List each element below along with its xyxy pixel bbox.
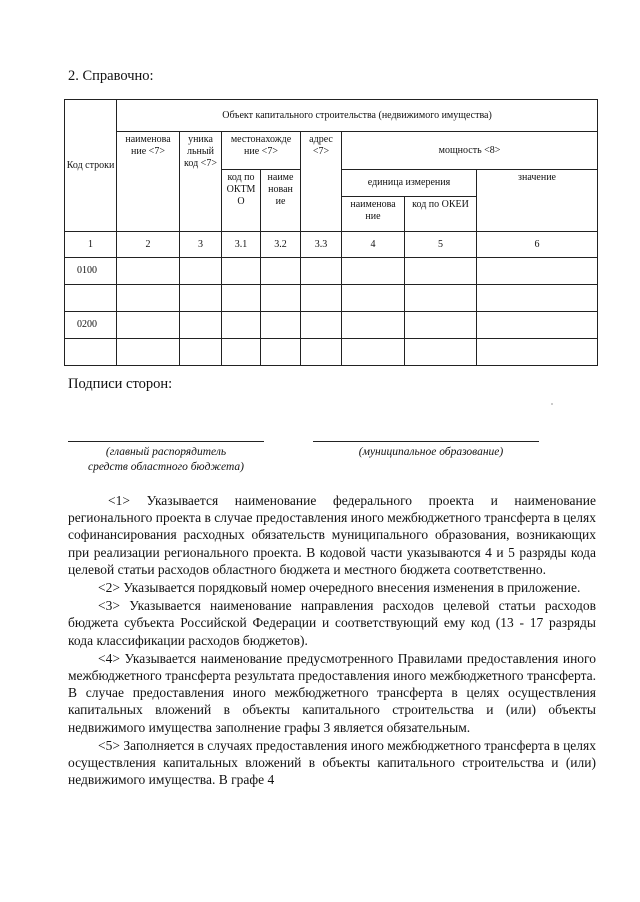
footnote-3: <3> Указывается наименование направления расходов целевой статьи расходов бюджета субъекта Российской Федерации и соответствующий ему код (13 - 17 разряды кода классификации расходов бюджетов).: [68, 598, 596, 648]
table-cell: [222, 312, 261, 339]
table-cell: [222, 258, 261, 285]
column-numbers-row: [65, 232, 598, 258]
left-caption-line-2: средств областного бюджета): [88, 461, 244, 473]
table-cell: [342, 258, 405, 285]
table-cell: [301, 258, 342, 285]
scan-speck: [551, 403, 553, 405]
table-cell: [405, 258, 477, 285]
table-cell: [301, 285, 342, 312]
header-location-name: наиме нован ие: [261, 170, 301, 232]
header-object: Объект капитального строительства (недвижимого имущества): [117, 100, 598, 132]
table-cell: [301, 339, 342, 366]
row-code: 0200: [65, 312, 117, 339]
table-cell: [342, 312, 405, 339]
capital-object-table: [64, 99, 598, 366]
col-number: 6: [477, 232, 598, 258]
header-row-code: Код строки: [65, 100, 117, 232]
header-address: адрес <7>: [301, 132, 342, 232]
section-heading: 2. Справочно:: [68, 68, 154, 84]
footnotes: [68, 492, 596, 789]
table-cell: [405, 312, 477, 339]
header-value: значение: [477, 170, 598, 232]
table-row: [65, 312, 598, 339]
signatures-title: Подписи сторон:: [68, 376, 173, 392]
header-name: наименова ние <7>: [117, 132, 180, 232]
table-cell: [477, 339, 598, 366]
right-caption-line: (муниципальное образование): [358, 446, 504, 458]
left-caption-line-1: (главный распорядитель: [105, 446, 227, 458]
table-row: [65, 258, 598, 285]
table-cell: [261, 258, 301, 285]
col-number: 3.3: [301, 232, 342, 258]
col-number: 3.1: [222, 232, 261, 258]
table-cell: [477, 312, 598, 339]
table-cell: [222, 339, 261, 366]
table-cell: [117, 312, 180, 339]
header-location: местонахожде ние <7>: [222, 132, 301, 170]
table-cell: [222, 285, 261, 312]
table-cell: [117, 285, 180, 312]
col-number: 3: [180, 232, 222, 258]
header-unit: единица измерения: [342, 170, 477, 197]
left-signature-caption: [60, 445, 272, 475]
table-cell: [301, 312, 342, 339]
table-cell: [477, 285, 598, 312]
header-unit-name: наименова ние: [342, 197, 405, 232]
table-cell: [261, 285, 301, 312]
table-cell: [477, 258, 598, 285]
col-number: 1: [65, 232, 117, 258]
right-signature-caption: [318, 445, 544, 460]
table-cell: [342, 339, 405, 366]
table-cell: [180, 285, 222, 312]
row-code: [65, 285, 117, 312]
col-number: 3.2: [261, 232, 301, 258]
header-oktmo: код по ОКТМ О: [222, 170, 261, 232]
table-cell: [261, 339, 301, 366]
footnote-5: <5> Заполняется в случаях предоставления иного межбюджетного трансферта в целях осуществления капитальных вложений в объекты капитального строительства и (или) недвижимого имущества. В графе 4: [68, 737, 596, 788]
header-capacity: мощность <8>: [342, 132, 598, 170]
right-signature-line: [313, 441, 539, 442]
col-number: 5: [405, 232, 477, 258]
table-cell: [405, 285, 477, 312]
header-okei: код по ОКЕИ: [405, 197, 477, 232]
table-cell: [180, 339, 222, 366]
table-cell: [405, 339, 477, 366]
table-cell: [180, 312, 222, 339]
table-cell: [117, 339, 180, 366]
table-row: [65, 285, 598, 312]
table-row: [65, 339, 598, 366]
header-unique-code: уника льный код <7>: [180, 132, 222, 232]
footnote-1: <1> Указывается наименование федерального проекта и наименование регионального проекта в случае предоставления иного межбюджетного трансферта в целях софинансирования расходных обязательств муниципального образования, возникающих при реализации регионального проекта. В кодовой части указываются 4 и 5 разряды кода целевой статьи расходов областного бюджета и местного бюджета соответственно.: [68, 493, 596, 577]
footnote-2: <2> Указывается порядковый номер очередного внесения изменения в приложение.: [98, 580, 581, 596]
table-cell: [117, 258, 180, 285]
col-number: 4: [342, 232, 405, 258]
table-cell: [342, 285, 405, 312]
col-number: 2: [117, 232, 180, 258]
left-signature-line: [68, 441, 264, 442]
table-cell: [180, 258, 222, 285]
row-code: 0100: [65, 258, 117, 285]
table-cell: [261, 312, 301, 339]
footnote-4: <4> Указывается наименование предусмотренного Правилами предоставления иного межбюджетного трансферта результата предоставления иного межбюджетного трансферта. В случае предоставления иного межбюджетного трансферта в целях осуществления капитальных вложений в объекты капитального строительства и (или) объекты недвижимого имущества заполнение графы 3 является обязательным.: [68, 650, 596, 735]
row-code: [65, 339, 117, 366]
